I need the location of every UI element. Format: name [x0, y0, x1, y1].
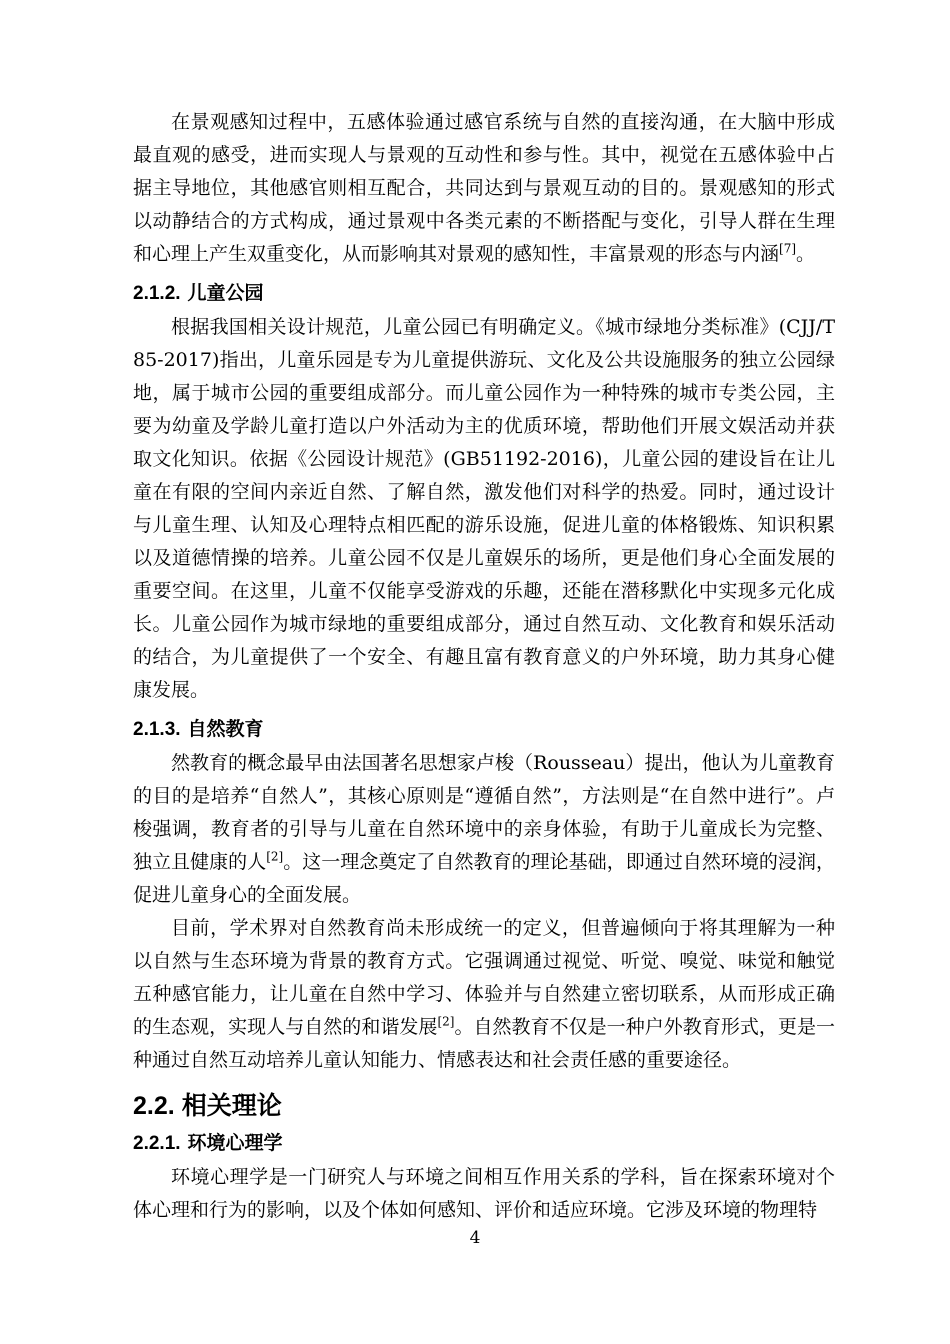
paragraph-environmental-psychology: 环境心理学是一门研究人与环境之间相互作用关系的学科，旨在探索环境对个体心理和行为的影响，以及个体如何感知、评价和适应环境。它涉及环境的物理特 [133, 1166, 835, 1221]
heading-2-2-title: 相关理论 [181, 1092, 282, 1120]
heading-2-2-1-title: 环境心理学 [187, 1133, 283, 1154]
heading-2-2-number: 2.2. [133, 1092, 175, 1120]
heading-2-1-2-title: 儿童公园 [187, 283, 264, 304]
heading-2-2-1 [133, 1129, 835, 1159]
paragraph-nature-education-definition: 目前，学术界对自然教育尚未形成统一的定义，但普遍倾向于将其理解为一种以自然与生态环境为背景的教育方式。它强调通过视觉、听觉、嗅觉、味觉和触觉五种感官能力，让儿童在自然中学习、体验并与自然建立密切联系，从而形成正确的生态观，实现人与自然的和谐发展[2]。自然教育不仅是一种户外教育形式，更是一种通过自然互动培养儿童认知能力、情感表达和社会责任感的重要途径。 [133, 917, 835, 1071]
heading-2-2-1-number: 2.2.1. [133, 1133, 181, 1154]
paragraph-landscape-perception: 在景观感知过程中，五感体验通过感官系统与自然的直接沟通，在大脑中形成最直观的感受，进而实现人与景观的互动性和参与性。其中，视觉在五感体验中占据主导地位，其他感官则相互配合，共同达到与景观互动的目的。景观感知的形式以动静结合的方式构成，通过景观中各类元素的不断搭配与变化，引导人群在生理和心理上产生双重变化，从而影响其对景观的感知性，丰富景观的形态与内涵[7]。 [133, 111, 835, 265]
heading-2-1-3 [133, 715, 835, 745]
page-number: 4 [469, 1228, 481, 1248]
heading-2-2 [133, 1087, 835, 1125]
page-body [133, 106, 835, 1227]
heading-2-1-2 [133, 279, 835, 309]
paragraph-nature-education-origin: 然教育的概念最早由法国著名思想家卢梭（Rousseau）提出，他认为儿童教育的目的是培养“自然人”，其核心原则是“遵循自然”，方法则是“在自然中进行”。卢梭强调，教育者的引导与儿童在自然环境中的亲身体验，有助于儿童成长为完整、独立且健康的人[2]。这一理念奠定了自然教育的理论基础，即通过自然环境的浸润，促进儿童身心的全面发展。 [133, 752, 835, 906]
heading-2-1-2-number: 2.1.2. [133, 283, 181, 304]
paragraph-childrens-park: 根据我国相关设计规范，儿童公园已有明确定义。《城市绿地分类标准》(CJJ/T85-2017)指出，儿童乐园是专为儿童提供游玩、文化及公共设施服务的独立公园绿地，属于城市公园的重要组成部分。而儿童公园作为一种特殊的城市专类公园，主要为幼童及学龄儿童打造以户外活动为主的优质环境，帮助他们开展文娱活动并获取文化知识。依据《公园设计规范》(GB51192-2016)，儿童公园的建设旨在让儿童在有限的空间内亲近自然、了解自然，激发他们对科学的热爱。同时，通过设计与儿童生理、认知及心理特点相匹配的游乐设施，促进儿童的体格锻炼、知识积累以及道德情操的培养。儿童公园不仅是儿童娱乐的场所，更是他们身心全面发展的重要空间。在这里，儿童不仅能享受游戏的乐趣，还能在潜移默化中实现多元化成长。儿童公园作为城市绿地的重要组成部分，通过自然互动、文化教育和娱乐活动的结合，为儿童提供了一个安全、有趣且富有教育意义的户外环境，助力其身心健康发展。 [133, 316, 835, 701]
heading-2-1-3-title: 自然教育 [187, 719, 264, 740]
heading-2-1-3-number: 2.1.3. [133, 719, 181, 740]
